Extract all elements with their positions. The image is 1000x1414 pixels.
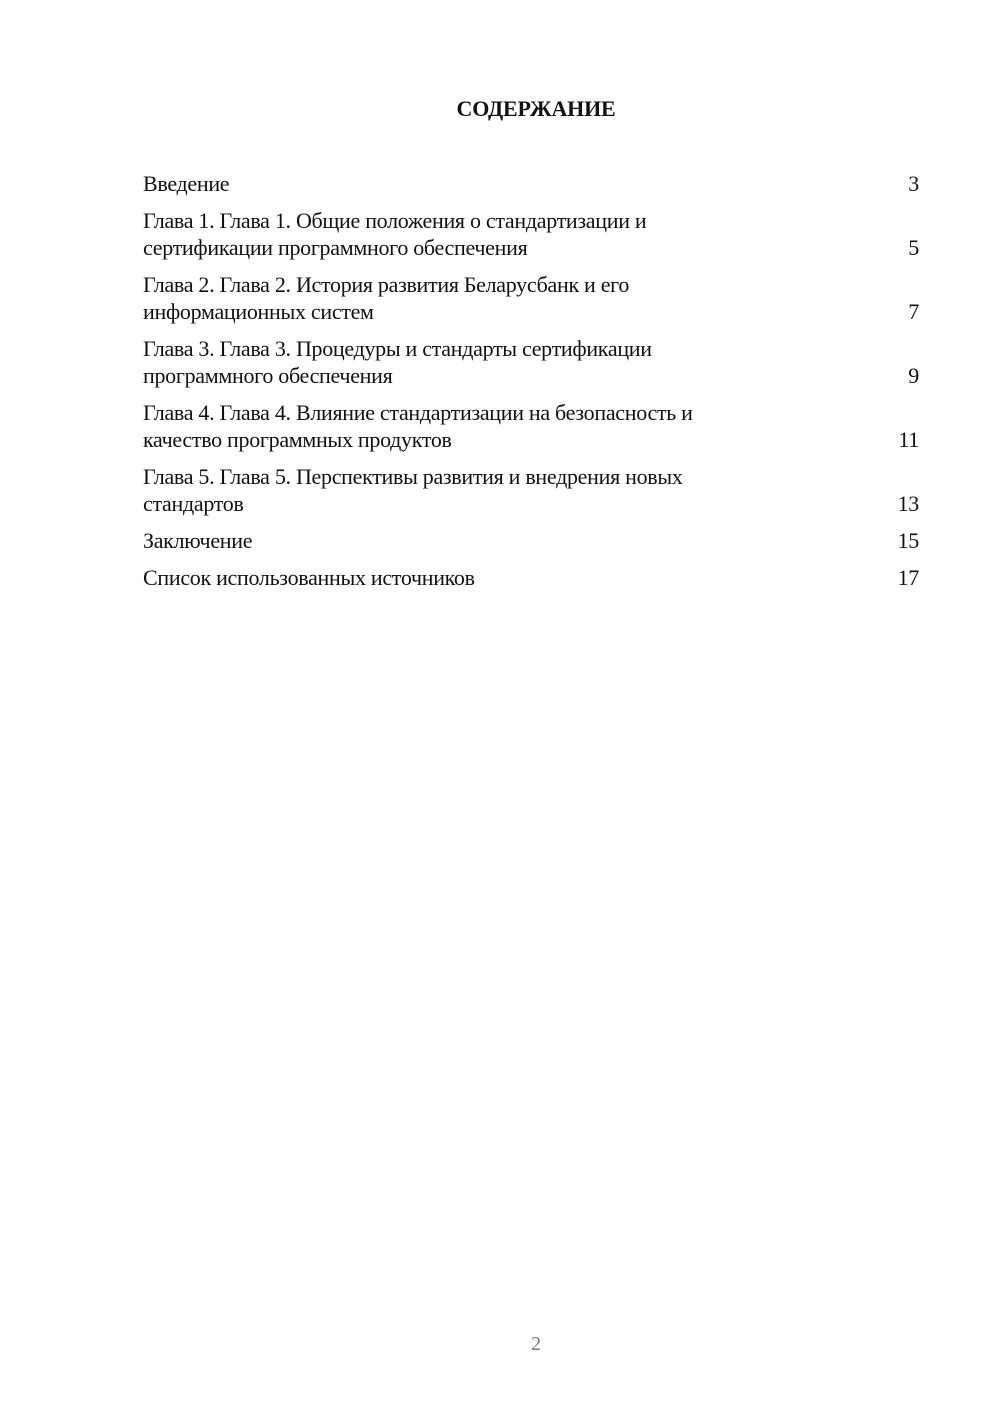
- toc-entry-references[interactable]: [143, 564, 919, 591]
- toc-entry-page: 11: [898, 427, 919, 452]
- toc-entry-introduction[interactable]: [143, 170, 919, 197]
- toc-entry-title: Глава 3. Глава 3. Процедуры и стандарты сертификации: [143, 336, 652, 361]
- toc-entry-title-continued: информационных систем: [143, 299, 374, 324]
- toc-entry-title: Введение: [143, 171, 230, 196]
- toc-entry-chapter-4[interactable]: [143, 399, 919, 453]
- toc-entry-chapter-5[interactable]: [143, 463, 919, 517]
- toc-entry-title: Глава 4. Глава 4. Влияние стандартизации на безопасность и: [143, 400, 693, 425]
- toc-entry-title: Глава 5. Глава 5. Перспективы развития и внедрения новых: [143, 464, 683, 489]
- toc-entry-title: Глава 1. Глава 1. Общие положения о стандартизации и: [143, 208, 647, 233]
- toc-entry-chapter-3[interactable]: [143, 335, 919, 389]
- toc-entry-page: 17: [897, 565, 919, 590]
- toc-entry-title-continued: качество программных продуктов: [143, 427, 452, 452]
- toc-entry-page: 7: [908, 299, 919, 324]
- page-title: СОДЕРЖАНИЕ: [456, 96, 616, 121]
- toc-entry-conclusion[interactable]: [143, 527, 919, 554]
- table-of-contents: [143, 170, 919, 601]
- toc-entry-title: Глава 2. Глава 2. История развития Беларусбанк и его: [143, 272, 630, 297]
- toc-entry-title-continued: сертификации программного обеспечения: [143, 235, 528, 260]
- toc-entry-title-continued: программного обеспечения: [143, 363, 393, 388]
- toc-entry-chapter-1[interactable]: [143, 207, 919, 261]
- toc-entry-page: 13: [897, 491, 919, 516]
- toc-entry-page: 5: [908, 235, 919, 260]
- toc-entry-title-continued: стандартов: [143, 491, 244, 516]
- toc-entry-title: Заключение: [143, 528, 253, 553]
- toc-entry-page: 3: [908, 171, 919, 196]
- toc-entry-page: 9: [908, 363, 919, 388]
- toc-entry-title: Список использованных источников: [143, 565, 475, 590]
- toc-entry-page: 15: [897, 528, 919, 553]
- toc-entry-chapter-2[interactable]: [143, 271, 919, 325]
- page-number: 2: [531, 1333, 541, 1355]
